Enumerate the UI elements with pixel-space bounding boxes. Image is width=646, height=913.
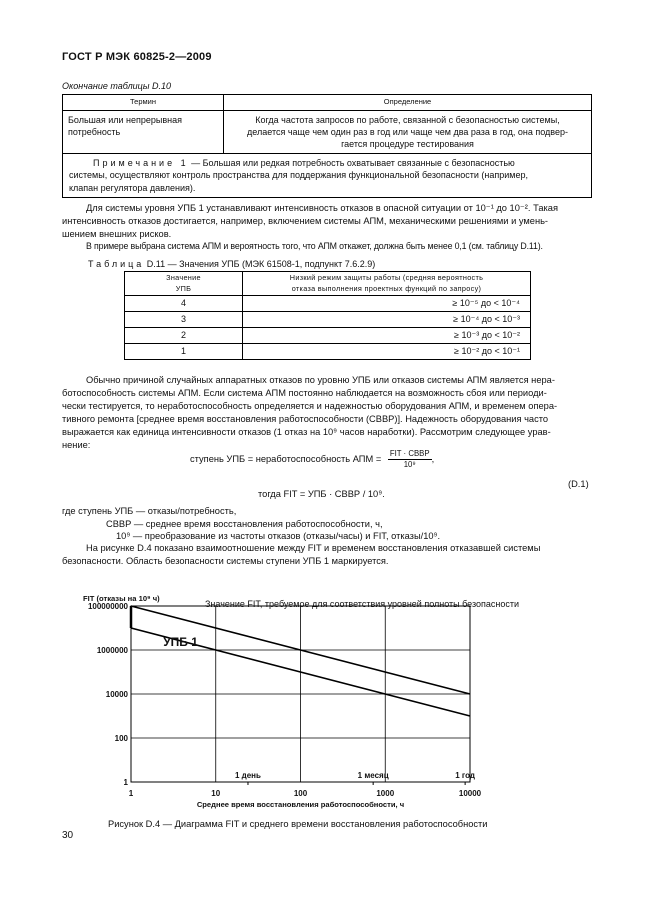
formula-fraction: $\frac{\text{FIT · СВВР}}{\text{10⁹}}$ <box>389 449 430 469</box>
x-tick-label: 100 <box>293 789 308 798</box>
y-tick-label: 100 <box>114 734 128 743</box>
column-header-sil: Значение УПБ <box>125 272 243 296</box>
document-header: ГОСТ Р МЭК 60825-2—2009 <box>62 51 212 63</box>
table-row: 3 ≥ 10⁻⁴ до < 10⁻³ <box>125 312 531 328</box>
table-continuation-caption: Окончание таблицы D.10 <box>62 81 171 91</box>
equation-number: (D.1) <box>568 479 589 489</box>
x-tick-label: 10 <box>211 789 221 798</box>
region-label-sil1: УПБ 1 <box>163 635 198 650</box>
time-annotation: 1 день <box>234 771 261 780</box>
where-line-1: где ступень УПБ — отказы/потребность, <box>62 506 237 516</box>
x-tick-label: 10000 <box>458 789 482 798</box>
y-tick-label: 100000000 <box>87 602 128 611</box>
paragraph-hardware-failures: Обычно причиной случайных аппаратных отказов по уровню УПБ или отказов системы АПМ является нера- ботоспособность системы АПМ. Если система АПМ постоянно наблюдается на возможность сбоя или периоди- чески тестируется, то неработоспособность определяется и надежностью оборудования АПМ, и временем опера- тивного ремонта [среднее время восстановления работоспособности (СВВР)]. Надежность оборудования часто выражается как единица интенсивности отказов (1 отказ на 10⁹ часов наработки). Рассмотрим следующее урав- нение: <box>62 375 558 451</box>
figure-caption: Рисунок D.4 — Диаграмма FIT и среднего времени восстановления работоспособности <box>108 819 488 829</box>
table-d11-title: Таблица D.11 — Значения УПБ (МЭК 61508-1, подпункт 7.6.2.9) <box>88 259 376 269</box>
column-header-term: Термин <box>63 95 224 111</box>
table-row: 1 ≥ 10⁻² до < 10⁻¹ <box>125 344 531 360</box>
time-annotation: 1 год <box>455 771 476 780</box>
definition-cell: Когда частота запросов по работе, связанной с безопасностью системы, делается чаще чем один раз в год или чаще чем два раза в год, она подвер- гается процедуре тестирования <box>224 110 592 153</box>
where-line-2: СВВР — среднее время восстановления работоспособности, ч, <box>106 519 383 529</box>
formula-fit: тогда FIT = УПБ · СВВР / 10⁹. <box>258 489 385 499</box>
chart-title: Значение FIT, требуемое для соответствия уровней полноты безопасности <box>205 599 520 609</box>
term-cell: Большая или непрерывная потребность <box>63 110 224 153</box>
y-tick-label: 1000000 <box>96 646 128 655</box>
note-label: Примечание 1 <box>93 158 189 169</box>
column-header-definition: Определение <box>224 95 592 111</box>
x-tick-label: 1 <box>128 789 134 798</box>
time-annotation: 1 месяц <box>357 771 389 780</box>
paragraph-figure-intro: На рисунке D.4 показано взаимоотношение между FIT и временем восстановления отказавшей системы безопасности. Область безопасности системы ступени УПБ 1 маркируется. <box>62 543 541 567</box>
paragraph-sil1: Для системы уровня УПБ 1 устанавливают интенсивность отказов в опасной ситуации от 10⁻¹ до 10⁻². Такая интенсивность отказов достигается, например, включением системы АПМ, механическими решениями и умень- шением внешних рисков. <box>62 203 558 240</box>
x-axis-label: Среднее время восстановления работоспособности, ч <box>196 800 405 809</box>
column-header-probability: Низкий режим защиты работы (средняя вероятность отказа выполнения проектных функций по запросу) <box>243 272 531 296</box>
where-line-3: 10⁹ — преобразование из частоты отказов (отказы/часы) и FIT, отказы/10⁹. <box>116 531 441 541</box>
y-axis-label: FIT (отказы на 10⁹ ч) <box>83 594 160 603</box>
paragraph-example: В примере выбрана система АПМ и вероятность того, что АПМ откажет, должна быть менее 0,1 (см. таблицу D.11). <box>86 241 543 251</box>
page-number: 30 <box>62 830 74 841</box>
table-row: 2 ≥ 10⁻³ до < 10⁻² <box>125 328 531 344</box>
x-tick-label: 1000 <box>376 789 395 798</box>
formula-sil: ступень УПБ = неработоспособность АПМ = $\frac{\text{FIT · СВВР}}{\text{10⁹}}$ , <box>190 449 435 469</box>
table-row: 4 ≥ 10⁻⁵ до < 10⁻⁴ <box>125 296 531 312</box>
y-tick-label: 1 <box>123 778 128 787</box>
y-tick-label: 10000 <box>105 690 128 699</box>
table-note: Примечание 1 — Большая или редкая потребность охватывает связанные с безопасностью системы, осуществляют контроль пространства для поддержания функциональной безопасности (например, клапан регулятора давления). <box>63 154 592 197</box>
